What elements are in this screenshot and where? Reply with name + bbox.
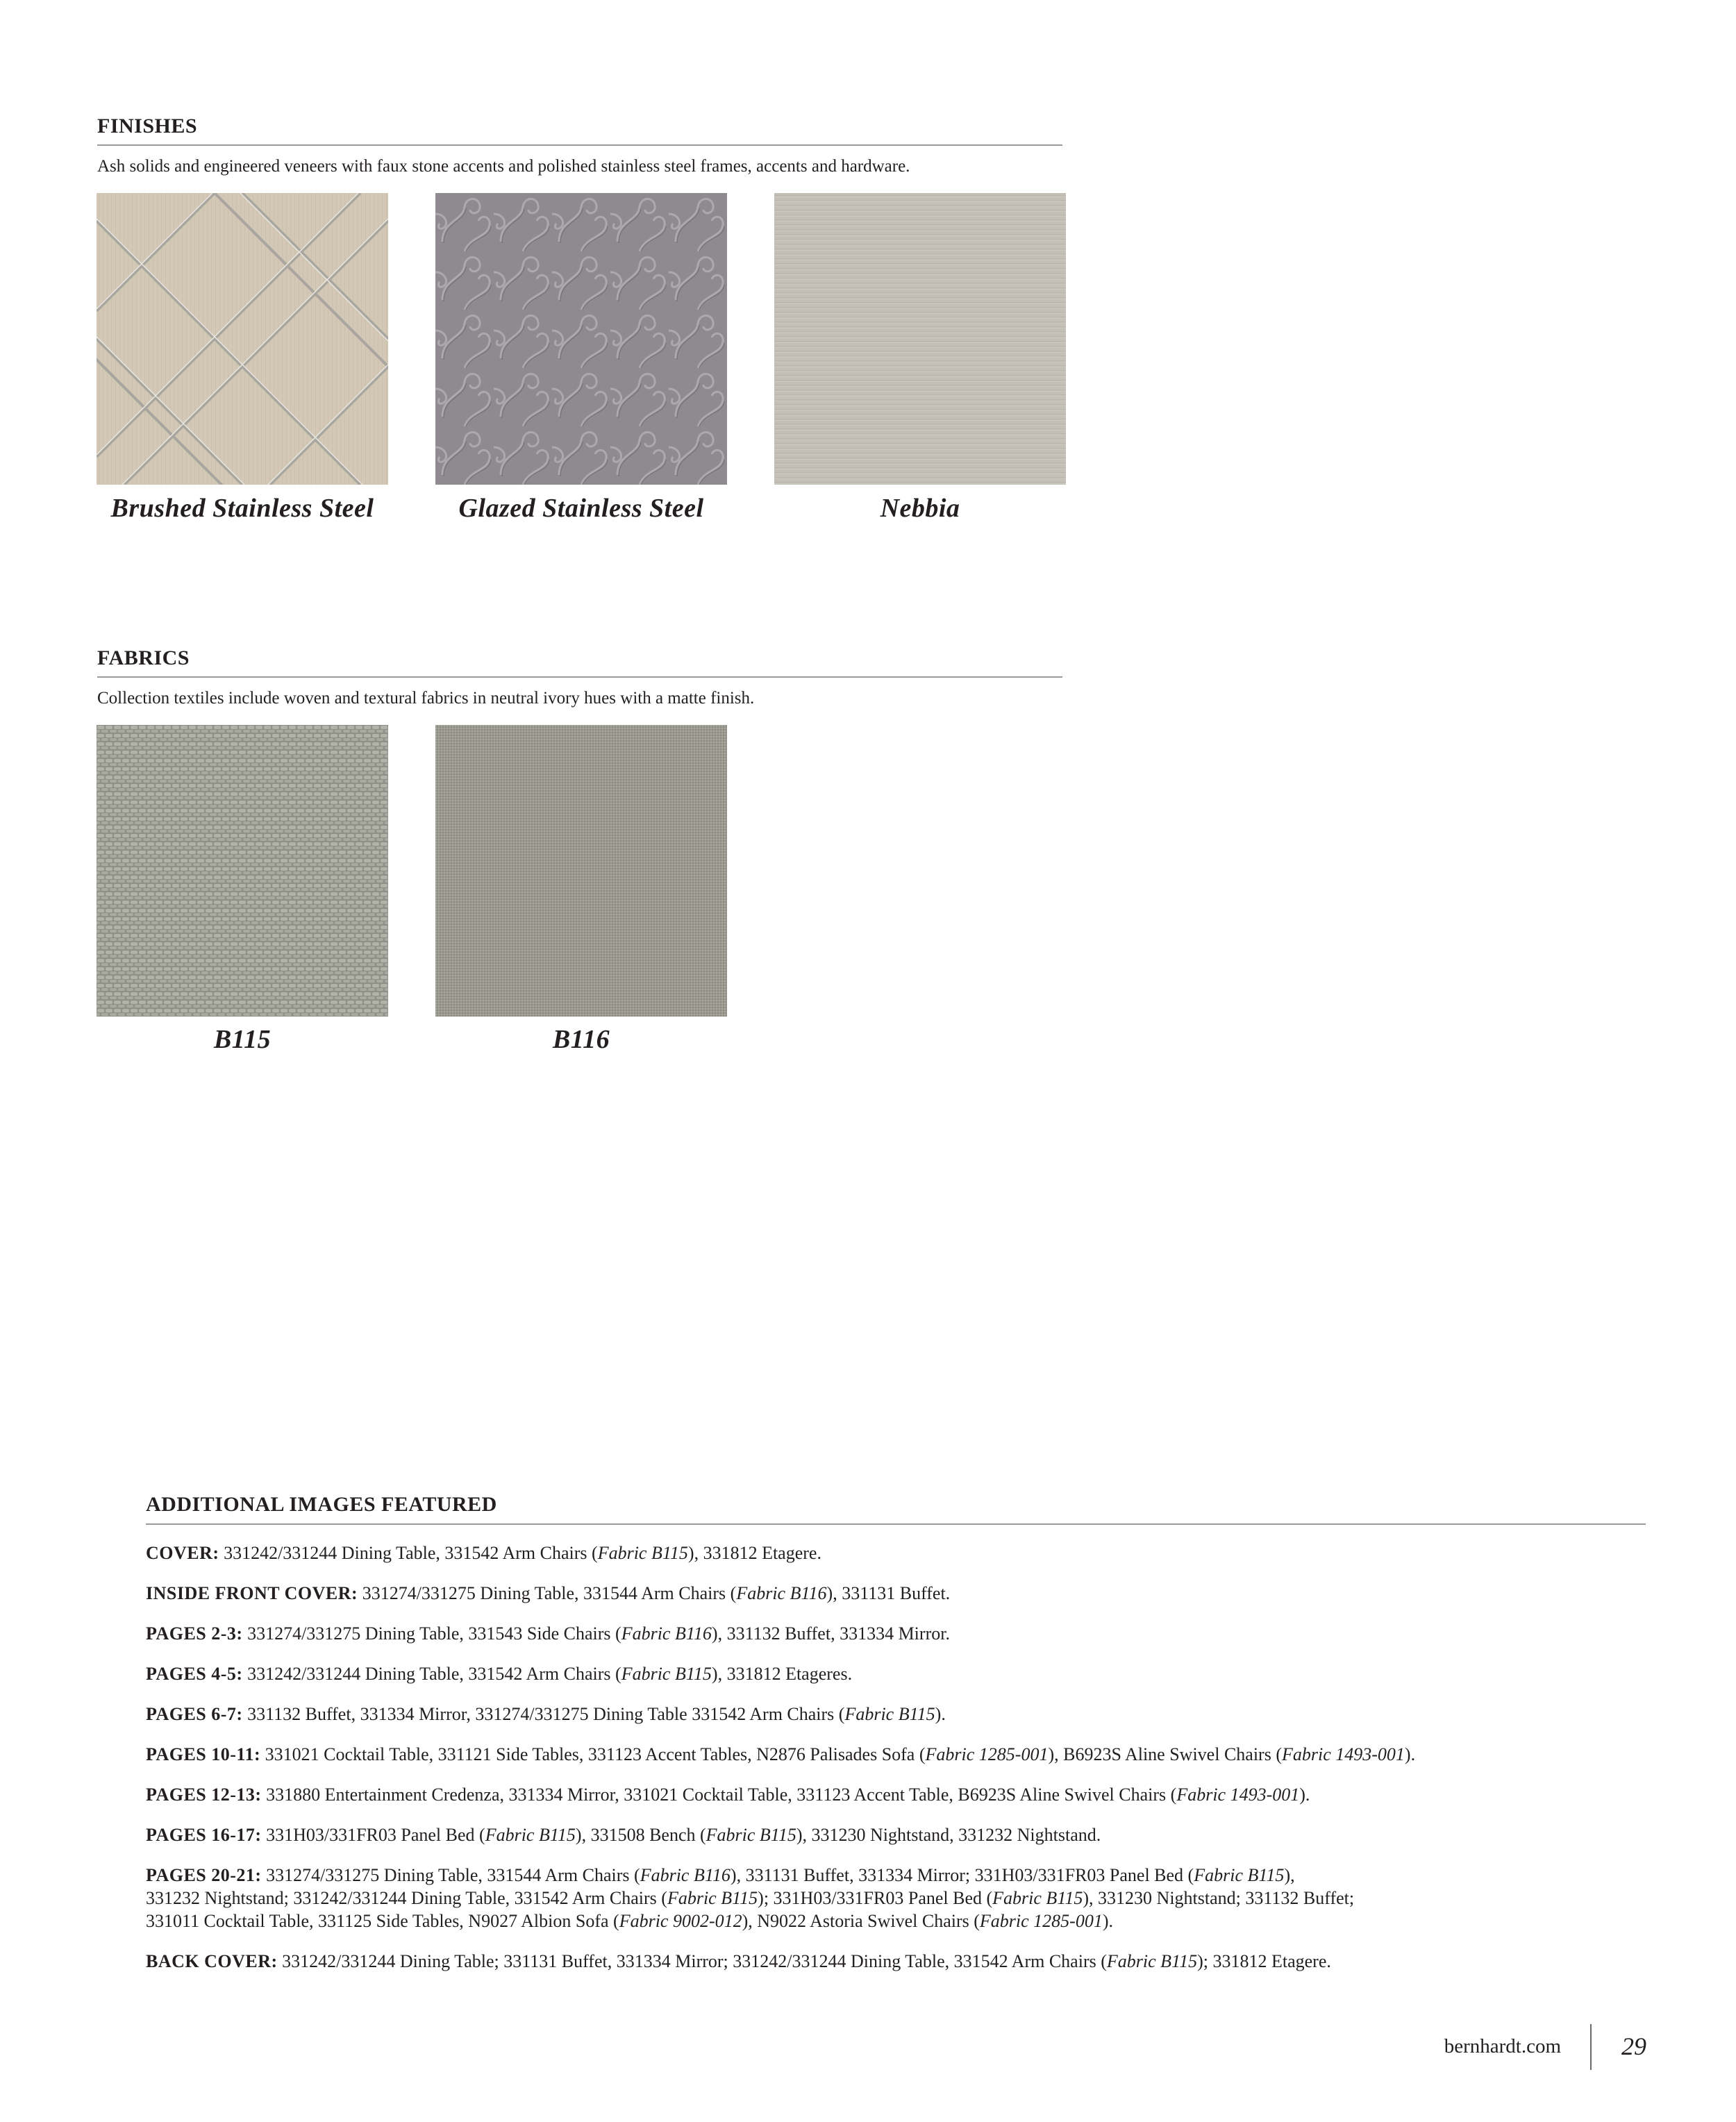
swatch-label-nebbia: Nebbia bbox=[880, 494, 960, 523]
featured-entry-fabric: Fabric B115 bbox=[992, 1888, 1083, 1908]
finishes-description: Ash solids and engineered veneers with faux stone accents and polished stainless steel frames, accents and hardware. bbox=[97, 157, 910, 176]
featured-entry-text: ), N9022 Astoria Swivel Chairs ( bbox=[742, 1911, 980, 1931]
swatch-brushed-stainless-steel bbox=[97, 193, 388, 485]
featured-entry-label: PAGES 6-7: bbox=[146, 1704, 243, 1724]
featured-entry-fabric: Fabric B116 bbox=[640, 1865, 731, 1885]
featured-entry-text: ), 331508 Bench ( bbox=[575, 1825, 706, 1845]
featured-entry-text: 331274/331275 Dining Table, 331543 Side Chairs ( bbox=[242, 1623, 621, 1644]
featured-entry bbox=[146, 1823, 1646, 1846]
featured-entry-text: 331274/331275 Dining Table, 331544 Arm Chairs ( bbox=[261, 1865, 640, 1885]
featured-entry-text: ). bbox=[1299, 1785, 1310, 1805]
featured-entry-fabric: Fabric 9002-012 bbox=[619, 1911, 742, 1931]
featured-entry bbox=[146, 1703, 1646, 1726]
featured-entry-fabric: Fabric B115 bbox=[667, 1888, 758, 1908]
featured-entry-text: ), 331812 Etageres. bbox=[711, 1664, 853, 1684]
featured-entry-text: ), 331230 Nightstand, 331232 Nightstand. bbox=[796, 1825, 1101, 1845]
featured-entry-text: 331232 Nightstand; 331242/331244 Dining Table, 331542 Arm Chairs ( bbox=[146, 1888, 667, 1908]
fabrics-title: FABRICS bbox=[97, 646, 190, 669]
featured-entry-fabric: Fabric B115 bbox=[844, 1704, 935, 1724]
featured-entry-text: ). bbox=[935, 1704, 946, 1724]
swatch-label-b115: B115 bbox=[213, 1025, 272, 1054]
featured-entry-label: PAGES 20-21: bbox=[146, 1865, 262, 1885]
featured-entry-text: 331242/331244 Dining Table, 331542 Arm Chairs ( bbox=[219, 1543, 598, 1563]
footer-website: bernhardt.com bbox=[1444, 2035, 1561, 2057]
featured-entry-text: ), 331812 Etagere. bbox=[687, 1543, 821, 1563]
featured-entry-fabric: Fabric B115 bbox=[706, 1825, 796, 1845]
featured-entry-label: BACK COVER: bbox=[146, 1951, 278, 1971]
swatch-label-b116: B116 bbox=[552, 1025, 610, 1054]
featured-entry-text: 331242/331244 Dining Table; 331131 Buffet, 331334 Mirror; 331242/331244 Dining Table, 331542 Arm Chairs ( bbox=[277, 1951, 1107, 1971]
featured-entry-fabric: Fabric B115 bbox=[597, 1543, 688, 1563]
additional-images-divider bbox=[146, 1523, 1646, 1525]
featured-entry-text: 331H03/331FR03 Panel Bed ( bbox=[261, 1825, 485, 1845]
featured-entry-fabric: Fabric 1285-001 bbox=[925, 1744, 1049, 1764]
featured-entry-text: 331021 Cocktail Table, 331121 Side Tables, 331123 Accent Tables, N2876 Palisades Sofa ( bbox=[260, 1744, 926, 1764]
featured-entry-text: ); 331H03/331FR03 Panel Bed ( bbox=[758, 1888, 993, 1908]
fabrics-description: Collection textiles include woven and textural fabrics in neutral ivory hues with a matte finish. bbox=[97, 689, 755, 708]
featured-entry-text: ), 331132 Buffet, 331334 Mirror. bbox=[711, 1623, 950, 1644]
featured-entry bbox=[146, 1950, 1646, 1973]
swatch-nebbia bbox=[774, 193, 1066, 485]
featured-entry-fabric: Fabric B116 bbox=[621, 1623, 712, 1644]
featured-entry-fabric: Fabric B115 bbox=[1194, 1865, 1285, 1885]
fabrics-divider bbox=[97, 676, 1062, 678]
additional-images-section bbox=[146, 1494, 1646, 1990]
featured-entry bbox=[146, 1783, 1646, 1806]
featured-entry-text: ); 331812 Etagere. bbox=[1197, 1951, 1331, 1971]
additional-images-list bbox=[146, 1542, 1646, 1973]
swatch-fabric-b115 bbox=[97, 725, 388, 1017]
featured-entry-label: PAGES 10-11: bbox=[146, 1744, 261, 1764]
swatch-label-brushed-stainless-steel: Brushed Stainless Steel bbox=[110, 494, 374, 523]
featured-entry-fabric: Fabric 1285-001 bbox=[979, 1911, 1103, 1931]
featured-entry bbox=[146, 1864, 1646, 1932]
featured-entry bbox=[146, 1582, 1646, 1605]
swatch-fabric-b116 bbox=[435, 725, 727, 1017]
page-number: 29 bbox=[1621, 2032, 1646, 2060]
featured-entry-text: ), 331230 Nightstand; 331132 Buffet; bbox=[1083, 1888, 1355, 1908]
featured-entry-label: COVER: bbox=[146, 1543, 219, 1563]
featured-entry-text: 331132 Buffet, 331334 Mirror, 331274/331275 Dining Table 331542 Arm Chairs ( bbox=[242, 1704, 845, 1724]
footer-divider bbox=[1590, 2024, 1592, 2070]
swatch-label-glazed-stainless-steel: Glazed Stainless Steel bbox=[458, 494, 704, 523]
featured-entry-label: PAGES 2-3: bbox=[146, 1623, 243, 1644]
featured-entry-text: ), 331131 Buffet, 331334 Mirror; 331H03/331FR03 Panel Bed ( bbox=[730, 1865, 1194, 1885]
featured-entry-text: ). bbox=[1404, 1744, 1416, 1764]
featured-entry-text: ). bbox=[1102, 1911, 1114, 1931]
featured-entry-text: ), bbox=[1284, 1865, 1295, 1885]
featured-entry-label: PAGES 12-13: bbox=[146, 1785, 262, 1805]
finishes-title: FINISHES bbox=[97, 115, 198, 137]
featured-entry-fabric: Fabric B116 bbox=[736, 1583, 827, 1603]
featured-entry-text: ), B6923S Aline Swivel Chairs ( bbox=[1048, 1744, 1282, 1764]
featured-entry-text: 331274/331275 Dining Table, 331544 Arm Chairs ( bbox=[358, 1583, 737, 1603]
featured-entry-text: ), 331131 Buffet. bbox=[826, 1583, 951, 1603]
featured-entry-fabric: Fabric B115 bbox=[621, 1664, 712, 1684]
additional-images-title: ADDITIONAL IMAGES FEATURED bbox=[146, 1493, 497, 1516]
featured-entry-fabric: Fabric 1493-001 bbox=[1176, 1785, 1300, 1805]
featured-entry-fabric: Fabric B115 bbox=[485, 1825, 576, 1845]
featured-entry-label: INSIDE FRONT COVER: bbox=[146, 1583, 358, 1603]
swatch-glazed-stainless-steel bbox=[435, 193, 727, 485]
finishes-divider bbox=[97, 144, 1062, 146]
featured-entry bbox=[146, 1743, 1646, 1766]
featured-entry-text: 331242/331244 Dining Table, 331542 Arm Chairs ( bbox=[242, 1664, 621, 1684]
featured-entry-label: PAGES 4-5: bbox=[146, 1664, 243, 1684]
featured-entry bbox=[146, 1622, 1646, 1645]
featured-entry-text: 331011 Cocktail Table, 331125 Side Tables, N9027 Albion Sofa ( bbox=[146, 1911, 619, 1931]
featured-entry bbox=[146, 1542, 1646, 1564]
featured-entry bbox=[146, 1662, 1646, 1685]
featured-entry-label: PAGES 16-17: bbox=[146, 1825, 262, 1845]
featured-entry-fabric: Fabric 1493-001 bbox=[1282, 1744, 1405, 1764]
featured-entry-fabric: Fabric B115 bbox=[1106, 1951, 1198, 1971]
featured-entry-text: 331880 Entertainment Credenza, 331334 Mirror, 331021 Cocktail Table, 331123 Accent Table, B6923S Aline Swivel Chairs ( bbox=[261, 1785, 1177, 1805]
